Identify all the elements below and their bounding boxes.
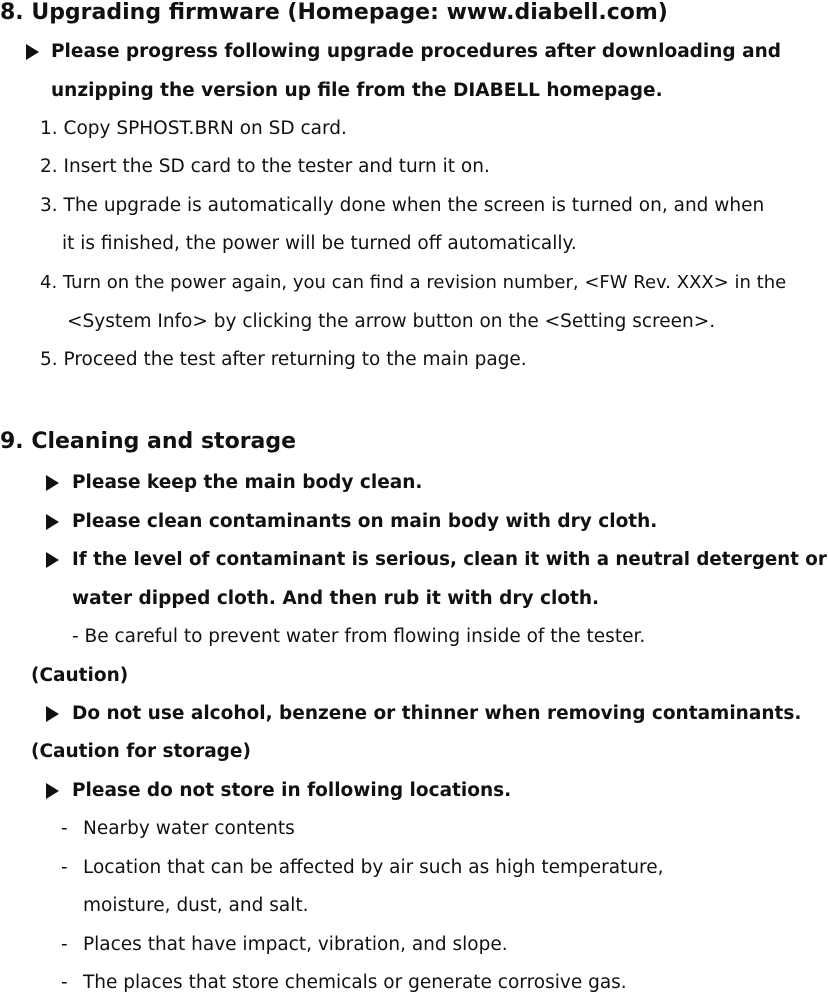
intro-line-2: unzipping the version up file from the DIABELL homepage. xyxy=(51,80,663,101)
caution-label: (Caution) xyxy=(31,665,129,686)
storage-caution-label: (Caution for storage) xyxy=(31,741,251,762)
section-8-heading: 8. Upgrading firmware (Homepage: www.diabell.com) xyxy=(0,0,668,25)
dash: - xyxy=(61,857,68,878)
dash: - xyxy=(61,972,68,993)
dash: - xyxy=(61,818,68,839)
bullet-arrow-icon xyxy=(46,706,59,722)
location-item-3: Places that have impact, vibration, and slope. xyxy=(83,934,508,955)
location-item-2-continued: moisture, dust, and salt. xyxy=(83,895,309,916)
step-4-continued: <System Info> by clicking the arrow button on the <Setting screen>. xyxy=(67,311,716,332)
bullet-arrow-icon xyxy=(46,514,59,530)
location-item-4: The places that store chemicals or generate corrosive gas. xyxy=(83,972,627,993)
section-9-heading: 9. Cleaning and storage xyxy=(0,429,297,454)
clean-bullet-3: If the level of contaminant is serious, clean it with a neutral detergent or xyxy=(72,549,827,570)
step-5: 5. Proceed the test after returning to the main page. xyxy=(40,349,527,370)
caution-bullet: Do not use alcohol, benzene or thinner when removing contaminants. xyxy=(72,703,802,724)
step-2: 2. Insert the SD card to the tester and turn it on. xyxy=(40,156,490,177)
step-1: 1. Copy SPHOST.BRN on SD card. xyxy=(40,118,347,139)
clean-bullet-1: Please keep the main body clean. xyxy=(72,472,423,493)
location-item-2: Location that can be affected by air such as high temperature, xyxy=(83,857,664,878)
step-3-continued: it is finished, the power will be turned off automatically. xyxy=(62,233,577,254)
bullet-arrow-icon xyxy=(46,783,59,799)
bullet-arrow-icon xyxy=(46,552,59,568)
bullet-arrow-icon xyxy=(46,475,59,491)
water-note: - Be careful to prevent water from flowing inside of the tester. xyxy=(72,626,646,647)
bullet-arrow-icon xyxy=(26,44,39,60)
location-item-1: Nearby water contents xyxy=(83,818,295,839)
clean-bullet-2: Please clean contaminants on main body with dry cloth. xyxy=(72,511,658,532)
storage-bullet: Please do not store in following locations. xyxy=(72,780,512,801)
intro-line-1: Please progress following upgrade procedures after downloading and xyxy=(51,41,782,62)
step-3: 3. The upgrade is automatically done when the screen is turned on, and when xyxy=(40,195,765,216)
step-4: 4. Turn on the power again, you can find a revision number, <FW Rev. XXX> in the xyxy=(40,272,787,293)
dash: - xyxy=(61,934,68,955)
clean-bullet-3-continued: water dipped cloth. And then rub it with dry cloth. xyxy=(72,588,600,609)
